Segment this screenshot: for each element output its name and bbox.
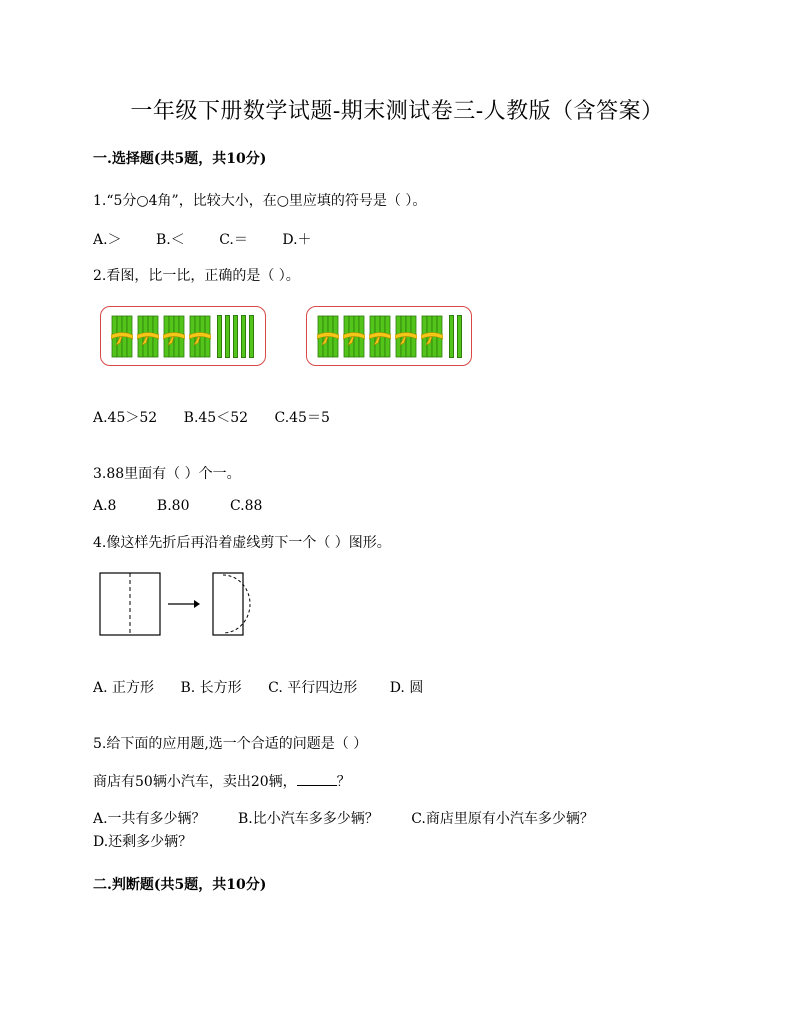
stick-bundle-icon bbox=[163, 315, 185, 358]
single-stick-icon bbox=[249, 315, 254, 358]
q1-option-a[interactable]: A.＞ bbox=[93, 232, 122, 248]
q3-option-c[interactable]: C.88 bbox=[229, 498, 263, 514]
question-1-options bbox=[93, 229, 342, 249]
q1-option-d[interactable]: D.＋ bbox=[282, 232, 312, 248]
question-2-text: 2.看图，比一比，正确的是（ ）。 bbox=[93, 268, 300, 284]
q4-option-a[interactable]: A. 正方形 bbox=[93, 680, 155, 696]
single-stick-icon bbox=[217, 315, 222, 358]
single-stick-icon bbox=[225, 315, 230, 358]
q5-option-b[interactable]: B.比小汽车多多少辆？ bbox=[238, 811, 379, 827]
q4-option-c[interactable]: C. 平行四边形 bbox=[268, 680, 358, 696]
question-3-options bbox=[93, 498, 262, 514]
stick-bundle-icon bbox=[369, 315, 391, 358]
section-heading-choice: 一.选择题(共5题，共10分) bbox=[93, 151, 267, 167]
stick-bundle-icon bbox=[189, 315, 211, 358]
sticks-figure-left bbox=[100, 306, 266, 366]
q4-option-d[interactable]: D. 圆 bbox=[389, 680, 424, 696]
q5-option-a[interactable]: A.一共有多少辆？ bbox=[93, 811, 206, 827]
question-5-problem bbox=[93, 771, 351, 791]
folded-paper bbox=[213, 573, 243, 635]
question-3-text: 3.88里面有（ ）个一。 bbox=[93, 466, 241, 482]
q2-option-b[interactable]: B.45＜52 bbox=[183, 410, 249, 426]
question-5-text: 5.给下面的应用题,选一个合适的问题是（ ） bbox=[93, 736, 368, 752]
fold-cut-figure bbox=[96, 568, 256, 640]
stick-bundle-icon bbox=[421, 315, 443, 358]
stick-bundle-icon bbox=[111, 315, 133, 358]
q1-option-c[interactable]: C.＝ bbox=[219, 232, 248, 248]
single-stick-icon bbox=[241, 315, 246, 358]
q5-problem-text: 商店有50辆小汽车，卖出20辆， bbox=[93, 774, 297, 790]
stick-bundle-icon bbox=[343, 315, 365, 358]
stick-bundle-icon bbox=[317, 315, 339, 358]
section-heading-judgement: 二.判断题(共5题，共10分) bbox=[93, 877, 267, 893]
question-4-options bbox=[93, 677, 423, 697]
q4-option-b[interactable]: B. 长方形 bbox=[180, 680, 242, 696]
stick-bundle-icon bbox=[137, 315, 159, 358]
single-stick-icon bbox=[457, 315, 462, 358]
question-5-options-line1 bbox=[93, 808, 594, 828]
q3-option-b[interactable]: B.80 bbox=[156, 498, 190, 514]
q5-option-d[interactable]: D.还剩多少辆？ bbox=[93, 834, 193, 850]
single-stick-icon bbox=[449, 315, 454, 358]
q3-option-a[interactable]: A.8 bbox=[93, 498, 117, 514]
page-title: 一年级下册数学试题-期末测试卷三-人教版（含答案） bbox=[130, 99, 664, 124]
question-1-text: 1.“5分○4角”，比较大小，在○里应填的符号是（ ）。 bbox=[93, 193, 427, 209]
sticks-figure-right bbox=[306, 306, 472, 366]
q2-option-a[interactable]: A.45＞52 bbox=[93, 410, 158, 426]
q5-option-c[interactable]: C.商店里原有小汽车多少辆？ bbox=[411, 811, 594, 827]
q1-option-b[interactable]: B.＜ bbox=[156, 232, 185, 248]
answer-blank[interactable] bbox=[297, 773, 337, 786]
q5-problem-question-mark: ？ bbox=[336, 774, 351, 790]
q2-option-c[interactable]: C.45＝5 bbox=[274, 410, 330, 426]
question-2-options bbox=[93, 407, 330, 427]
stick-bundle-icon bbox=[395, 315, 417, 358]
arrow-icon bbox=[194, 600, 200, 608]
question-4-text: 4.像这样先折后再沿着虚线剪下一个（ ）图形。 bbox=[93, 535, 391, 551]
single-stick-icon bbox=[233, 315, 238, 358]
cut-dashed-arc bbox=[223, 575, 250, 633]
